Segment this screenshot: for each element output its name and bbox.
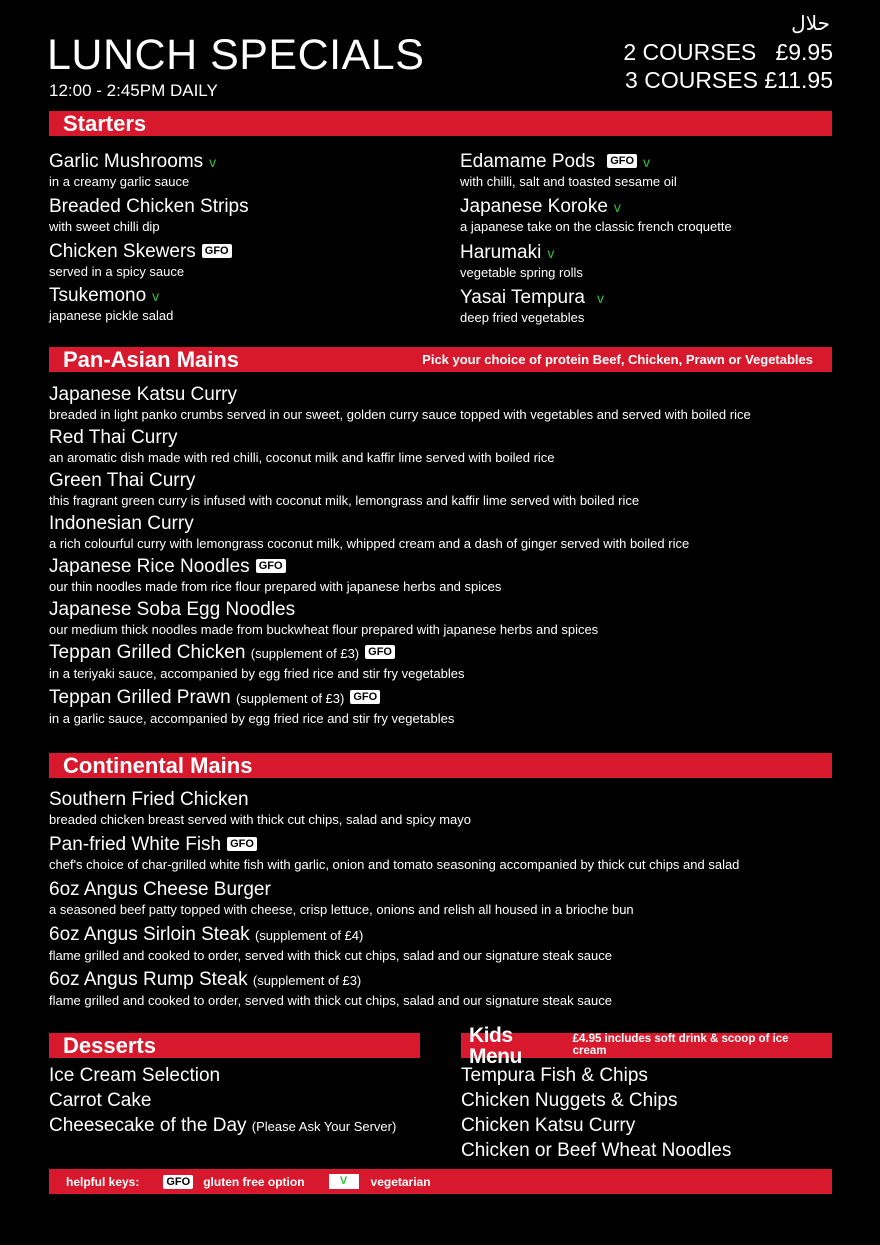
item-name: Red Thai Curry [49,427,178,448]
item-description: flame grilled and cooked to order, served with thick cut chips, salad and our signature steak sauce [49,993,612,1008]
item-name: Garlic Mushrooms [49,151,204,172]
menu-item [49,513,689,552]
helpful-keys-bar [49,1169,832,1194]
item-name: Japanese Koroke [460,196,608,217]
item-name: 6oz Angus Cheese Burger [49,879,271,900]
opening-hours: 12:00 - 2:45PM DAILY [49,81,218,100]
item-description: chef's choice of char-grilled white fish with garlic, onion and tomato seasoning accompanied by thick cut chips and salad [49,857,740,872]
menu-item [460,287,604,326]
menu-item [49,470,639,509]
starters-heading: Starters [63,110,147,136]
vegetarian-icon: v [596,290,604,306]
two-courses-price: 2 COURSES £9.95 [623,39,833,65]
item-description: a seasoned beef patty topped with cheese, crisp lettuce, onions and relish all housed in a brioche bun [49,902,634,917]
menu-item [49,427,555,466]
menu-item [49,151,216,190]
halal-label: حلال [791,13,830,35]
gluten-free-badge: GFO [202,244,232,258]
item-description: vegetable spring rolls [460,265,583,280]
item-description: with sweet chilli dip [49,219,160,234]
gluten-free-key-text: gluten free option [203,1174,305,1189]
item-description: japanese pickle salad [49,308,174,323]
menu-item [460,196,732,235]
supplement-note: (supplement of £3) [235,691,345,706]
desserts-list [49,1063,396,1139]
item-name: 6oz Angus Rump Steak [49,969,248,990]
vegetarian-icon: v [613,199,621,215]
item-name: Teppan Grilled Prawn [49,687,231,708]
three-courses-price: 3 COURSES £11.95 [625,67,833,93]
kids-item: Tempura Fish & Chips [461,1065,648,1086]
item-description: in a teriyaki sauce, accompanied by egg fried rice and stir fry vegetables [49,666,465,681]
item-description: our medium thick noodles made from buckwheat flour prepared with japanese herbs and spices [49,622,599,637]
kids-item: Chicken Nuggets & Chips [461,1090,678,1111]
item-description: a japanese take on the classic french croquette [460,219,732,234]
gluten-free-key-badge: GFO [163,1175,193,1189]
vegetarian-key-text: vegetarian [370,1174,431,1189]
item-name: Green Thai Curry [49,470,196,491]
item-name: Japanese Rice Noodles [49,556,250,577]
item-name: Edamame Pods [460,151,596,172]
menu-item [49,241,232,280]
dessert-item: Ice Cream Selection [49,1065,221,1086]
item-description: in a creamy garlic sauce [49,174,190,189]
item-description: a rich colourful curry with lemongrass coconut milk, whipped cream and a dash of ginger served with boiled rice [49,536,690,551]
menu-item [49,285,173,324]
item-name: Yasai Tempura [460,287,585,308]
item-name: Breaded Chicken Strips [49,196,249,217]
page-title: LUNCH SPECIALS [47,31,425,79]
vegetarian-icon: v [547,245,555,261]
pan-asian-heading: Pan-Asian Mains [63,346,240,372]
vegetarian-key-badge: V [329,1174,359,1189]
item-description: in a garlic sauce, accompanied by egg fried rice and stir fry vegetables [49,711,455,726]
supplement-note: (supplement of £3) [252,973,362,988]
pan-asian-heading-bar [49,347,832,372]
item-description: an aromatic dish made with red chilli, coconut milk and kaffir lime served with boiled rice [49,450,555,465]
item-description: served in a spicy sauce [49,264,185,279]
vegetarian-icon: v [643,154,651,170]
dessert-note: (Please Ask Your Server) [251,1119,397,1134]
item-description: deep fried vegetables [460,310,585,325]
dessert-item: Cheesecake of the Day [49,1115,247,1136]
item-description: this fragrant green curry is infused with coconut milk, lemongrass and kaffir lime served with boiled rice [49,493,640,508]
menu-item [460,242,583,281]
gluten-free-badge: GFO [350,690,380,704]
dessert-item: Carrot Cake [49,1090,152,1111]
continental-heading-bar [49,753,832,778]
kids-menu-list [461,1063,731,1163]
menu-item [49,834,739,873]
continental-heading: Continental Mains [63,752,253,778]
supplement-note: (supplement of £4) [254,928,364,943]
item-name: Japanese Katsu Curry [49,384,237,405]
kids-menu-heading-bar [461,1023,832,1068]
item-name: Teppan Grilled Chicken [49,642,246,663]
menu-item [49,687,454,727]
gluten-free-badge: GFO [365,645,395,659]
kids-item: Chicken Katsu Curry [461,1115,636,1136]
protein-choice-note: Pick your choice of protein Beef, Chicken, Prawn or Vegetables [422,352,813,367]
kids-item: Chicken or Beef Wheat Noodles [461,1140,732,1161]
supplement-note: (supplement of £3) [250,646,360,661]
menu-item [49,879,634,918]
menu-item [49,556,501,595]
starters-heading-bar [49,111,832,136]
kids-menu-note: £4.95 includes soft drink & scoop of ice cream [572,1032,789,1057]
gluten-free-badge: GFO [256,559,286,573]
item-name: Southern Fried Chicken [49,789,249,810]
vegetarian-icon: v [209,154,217,170]
gluten-free-badge: GFO [607,154,637,168]
desserts-heading: Desserts [63,1032,156,1058]
menu-item [49,642,465,682]
vegetarian-icon: v [152,288,160,304]
kids-menu-heading: Kids Menu [469,1023,522,1068]
gluten-free-badge: GFO [227,837,257,851]
item-name: Pan-fried White Fish [49,834,222,855]
menu-item [49,969,612,1009]
menu-item [49,196,249,235]
menu-item [49,924,612,964]
item-description: our thin noodles made from rice flour prepared with japanese herbs and spices [49,579,502,594]
item-description: with chilli, salt and toasted sesame oil [460,174,677,189]
menu-item [460,151,677,190]
menu-item [49,384,751,423]
item-name: Chicken Skewers [49,241,196,262]
item-name: 6oz Angus Sirloin Steak [49,924,250,945]
desserts-heading-bar [49,1033,420,1058]
item-name: Tsukemono [49,285,147,306]
item-name: Japanese Soba Egg Noodles [49,599,296,620]
item-name: Harumaki [460,242,542,263]
menu-item [49,599,598,638]
item-description: breaded chicken breast served with thick cut chips, salad and spicy mayo [49,812,471,827]
menu-item [49,789,471,828]
item-description: breaded in light panko crumbs served in our sweet, golden curry sauce topped with vegetables and served with boiled rice [49,407,751,422]
item-name: Indonesian Curry [49,513,194,534]
helpful-keys-label: helpful keys: [66,1174,140,1189]
item-description: flame grilled and cooked to order, served with thick cut chips, salad and our signature steak sauce [49,948,612,963]
